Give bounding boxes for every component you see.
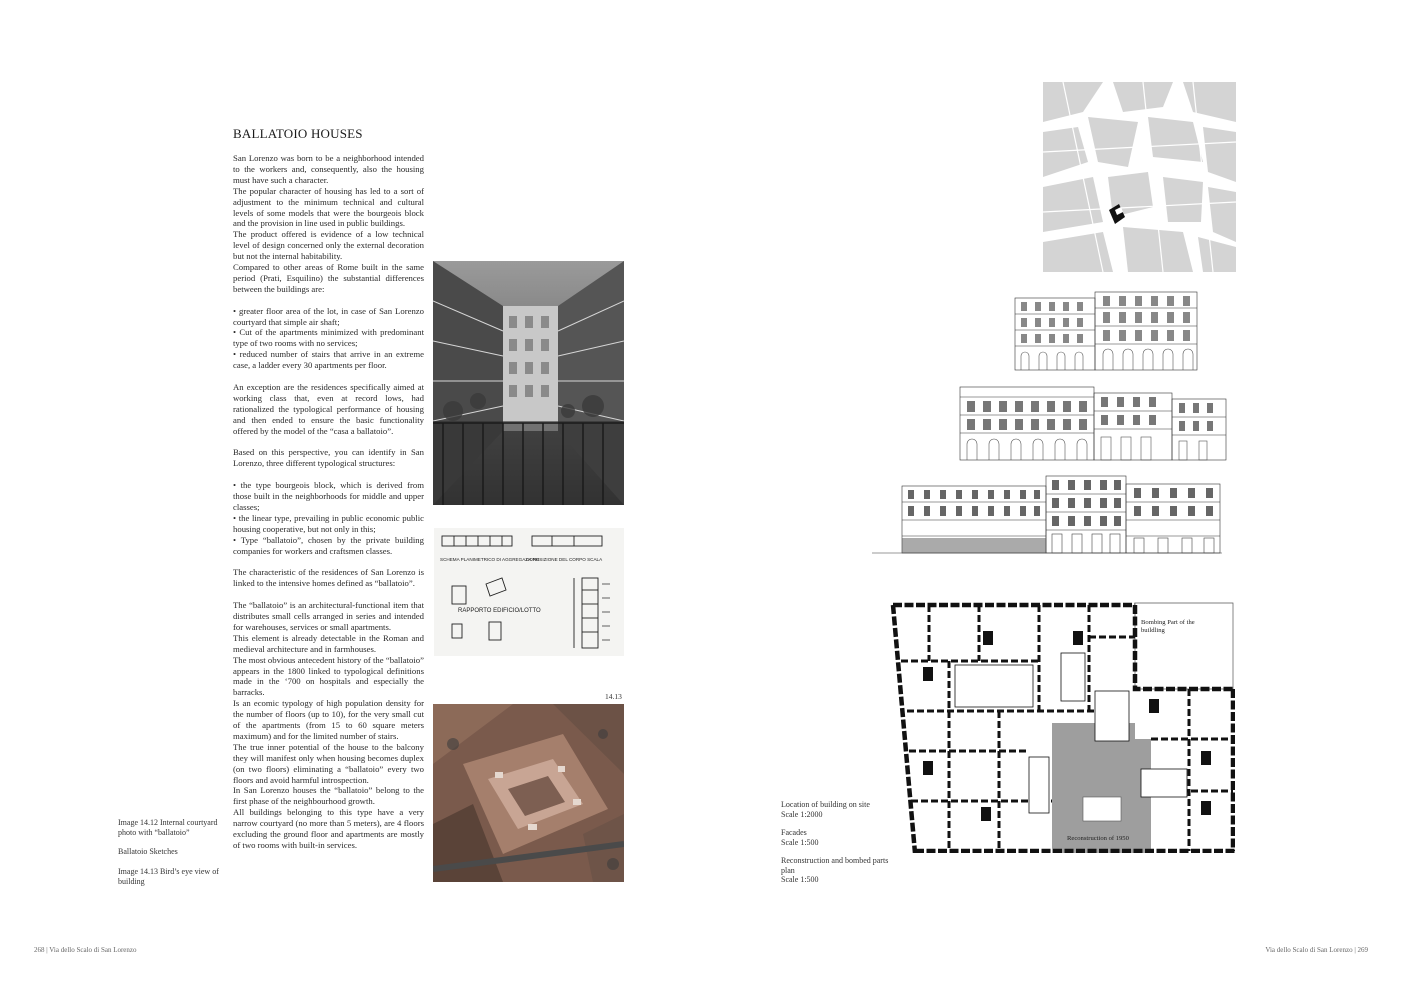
caption-location bbox=[781, 800, 891, 819]
caption-sketches: Ballatoio Sketches bbox=[118, 847, 178, 856]
page-title: BALLATOIO HOUSES bbox=[233, 126, 363, 141]
paragraph: The true inner potential of the house to the balcony they will manifest only when housing becomes duplex (on two floors) eliminating a “ballatoio” every two floors and avoid harmful introspection. bbox=[233, 741, 424, 785]
plan-label-bombing-text-line2: buildling bbox=[1141, 627, 1165, 634]
paragraph: An exception are the residences specifically aimed at working class that, even at record lows, had rationalized the typological performance of housing and then ended to ensure the basic functionality offered by the model of the “casa a ballatoio”. bbox=[233, 382, 424, 436]
reconstruction-plan bbox=[889, 601, 1235, 853]
courtyard-photo bbox=[433, 261, 624, 505]
caption-image-14-12: Image 14.12 Internal courtyard photo with “ballatoio” bbox=[118, 818, 218, 837]
bullet-item: • greater floor area of the lot, in case of San Lorenzo courtyard that simple air shaft; bbox=[233, 305, 424, 327]
paragraph: In San Lorenzo houses the “ballatoio” belong to the first phase of the neighbourhood growth. bbox=[233, 785, 424, 807]
caption-location-title: Location of building on site bbox=[781, 800, 870, 809]
folio-right: Via dello Scalo di San Lorenzo | 269 bbox=[1265, 946, 1368, 954]
bullet-item: • Cut of the apartments minimized with predominant type of two rooms with no services; bbox=[233, 327, 424, 349]
plan-label-reconstruction: Reconstruction of 1950 bbox=[1067, 835, 1129, 842]
caption-image-14-13: Image 14.13 Bird’s eye view of building bbox=[118, 867, 219, 886]
sketch-label-rapporto: RAPPORTO EDIFICIO/LOTTO bbox=[458, 608, 541, 614]
paragraph: The “ballatoio” is an architectural-functional item that distributes small cells arranged in series and intended for warehouses, services or small apartments. bbox=[233, 600, 424, 632]
ballatoio-sketches bbox=[434, 528, 624, 656]
bullet-item: • Type “ballatoio”, chosen by the private building companies for workers and craftsmen classes. bbox=[233, 534, 424, 556]
bullet-item: • reduced number of stairs that arrive in an extreme case, a ladder every 30 apartments per floor. bbox=[233, 349, 424, 371]
sketch-label-schema: SCHEMA PLANIMETRICO DI AGGREGAZIONE bbox=[440, 557, 540, 562]
paragraph: This element is already detectable in the Roman and medieval architecture and in farmhouses. bbox=[233, 632, 424, 654]
caption-facades-scale: Scale 1:500 bbox=[781, 837, 819, 847]
paragraph: The most obvious antecedent history of the “ballatoio” appears in the 1800 linked to typological definitions made in the ‘700 on hospitals and especially the barracks. bbox=[233, 654, 424, 698]
paragraph: Based on this perspective, you can identify in San Lorenzo, three different typological structures: bbox=[233, 447, 424, 469]
caption-facades bbox=[781, 828, 891, 847]
caption-location-scale: Scale 1:2000 bbox=[781, 809, 823, 819]
caption-facades-title: Facades bbox=[781, 828, 807, 837]
facade-2 bbox=[955, 385, 1228, 462]
paragraph: The popular character of housing has led to a sort of adjustment to the minimum technical and cultural levels of some models that were the bourgeois block and the provision in line used in public buildings. bbox=[233, 185, 424, 229]
sketch-label-posizione: LA POSIZIONE DEL CORPO SCALA bbox=[526, 557, 603, 562]
location-map bbox=[1043, 82, 1236, 272]
figure-number: 14.13 bbox=[605, 692, 622, 701]
caption-plan-title: Reconstruction and bombed parts plan bbox=[781, 856, 889, 875]
facade-3 bbox=[872, 474, 1222, 555]
caption-plan-scale: Scale 1:500 bbox=[781, 875, 819, 885]
caption-plan bbox=[781, 856, 891, 885]
body-text bbox=[233, 153, 424, 851]
folio-left: 268 | Via dello Scalo di San Lorenzo bbox=[34, 946, 137, 954]
bullet-item: • the linear type, prevailing in public economic public housing cooperative, but not only in this; bbox=[233, 512, 424, 534]
paragraph: The characteristic of the residences of San Lorenzo is linked to the intensive homes defined as “ballatoio”. bbox=[233, 567, 424, 589]
facade-1 bbox=[1013, 290, 1199, 372]
bullet-item: • the type bourgeois block, which is derived from those built in the neighborhoods for middle and upper classes; bbox=[233, 480, 424, 512]
paragraph: All buildings belonging to this type have a very narrow courtyard (no more than 5 meters), are 4 floors excluding the ground floor and apartments are mostly of two rooms with built-in services. bbox=[233, 807, 424, 850]
paragraph: San Lorenzo was born to be a neighborhood intended to the workers and, consequently, also the housing must have such a character. bbox=[233, 153, 424, 185]
paragraph: Compared to other areas of Rome built in the same period (Prati, Esquilino) the substantial differences between the buildings are: bbox=[233, 262, 424, 294]
birds-eye-photo bbox=[433, 704, 624, 882]
paragraph: Is an ecomic typology of high population density for the number of floors (up to 10), for the very small cut of the apartments (from 15 to 60 square meters maximum) and for the limited number of stairs. bbox=[233, 698, 424, 741]
paragraph: The product offered is evidence of a low technical level of design concerned only the external decoration but not the internal habitability. bbox=[233, 229, 424, 262]
plan-label-bombing-text: Bombing Part of the bbox=[1141, 619, 1195, 626]
